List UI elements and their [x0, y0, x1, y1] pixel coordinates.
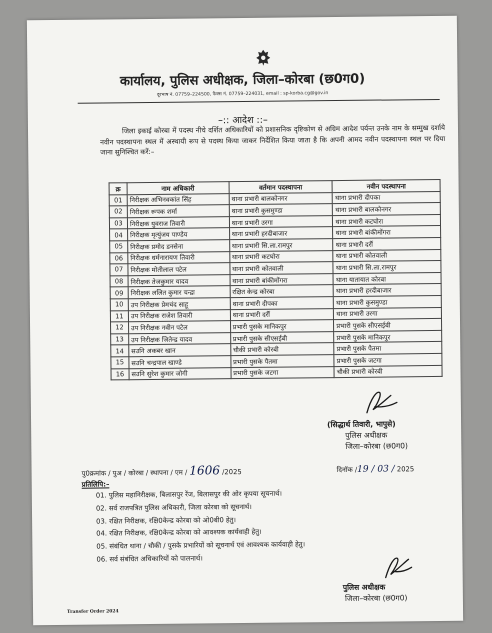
signer2-title: पुलिस अधीक्षक [342, 582, 386, 592]
table-row [111, 365, 442, 380]
new-posting-cell: थाना प्रभारी दीपका [333, 191, 441, 204]
new-posting-cell: थाना प्रभारी कोतवाली [333, 249, 441, 262]
current-posting-cell: थाना प्रभारी दीपका [230, 297, 334, 310]
signer-name: (सिद्धार्थ तिवारी, भापुसे) [327, 419, 396, 430]
serial-cell: 10 [110, 299, 128, 311]
officer-name-cell: निरीक्षक अभिनवकांत सिंह [127, 193, 229, 206]
serial-cell: 07 [110, 264, 128, 276]
date-label: दिनॉक / [336, 465, 358, 475]
police-emblem-icon [256, 50, 270, 66]
serial-cell: 05 [110, 241, 128, 253]
officer-name-cell: निरीक्षक रूपक शर्मा [127, 205, 229, 218]
current-posting-cell: थाना प्रभारी बालकोनगर [229, 192, 333, 205]
office-contact: दूरभाष नं. 07759–224500, फैक्स नं. 07759–224031, email : sp-korba.cg@gov.in [156, 91, 329, 98]
column-header-officer-name: नाम अधिकारी [127, 182, 229, 195]
reference-year: /2025 [222, 468, 242, 477]
reference-number [82, 463, 242, 479]
officer-name-cell: निरीक्षक मोतीलाल पटेल [128, 263, 230, 276]
reference-prefix: पु0क्रमांक / पुअ / कोरबा / स्थापना / एम / [81, 468, 188, 478]
new-posting-cell: प्रभारी पुसके सीएसईबी [334, 319, 442, 332]
header-divider [78, 99, 440, 104]
reference-handwritten-number: 1606 [189, 463, 220, 478]
current-posting-cell: थाना प्रभारी कोतवाली [230, 262, 334, 275]
current-posting-cell: थाना प्रभारी उरगा [229, 215, 333, 228]
new-posting-cell: थाना प्रभारी सि.ला.रामपुर [333, 261, 441, 274]
serial-cell: 15 [111, 357, 129, 369]
officer-name-cell: उप निरीक्षक जितेन्द्र यादव [129, 332, 231, 345]
serial-cell: 16 [111, 368, 129, 380]
date-year: 2025 [396, 465, 415, 474]
serial-cell: 01 [109, 194, 127, 206]
new-posting-cell: थाना प्रभारी कुसमुण्डा [334, 295, 442, 308]
serial-cell: 11 [110, 310, 128, 322]
current-posting-cell: प्रभारी पुसके पैतमा [231, 354, 335, 367]
officer-name-cell: निरीक्षक प्रमोद डनसेना [128, 240, 230, 253]
new-posting-cell: चौकी प्रभारी कोरबी [334, 365, 442, 378]
intro-paragraph: जिला इकाई कोरबा में पदस्थ नीचे दर्शित अधिकारियों को प्रशासनिक दृष्टिकोण से अग्रिम आदेश पर्यन्त उनके नाम के सम्मुख दर्शाये नवीन पदस्थापना स्थल में अस्थायी रूप से पदस्थ किया जाकर निर्देशित किया जाता है कि अपनी आमद नवीन पदस्थापना स्थल पर दिया जाना सुनिश्चित करें:– [100, 123, 446, 157]
serial-cell: 04 [110, 229, 128, 241]
serial-cell: 06 [110, 252, 128, 264]
new-posting-cell: प्रभारी पुसके मानिकपुर [334, 330, 442, 343]
current-posting-cell: प्रभारी पुसके जटगा [231, 366, 335, 379]
column-header-current-posting: वर्तमान पदस्थापना [229, 181, 333, 194]
list-item: 04. रक्षित निरीक्षक, रक्षि0केन्द्र कोरबा को आवश्यक कार्यवाही हेतु। [96, 528, 262, 538]
officer-name-cell: उप निरीक्षक राजेश तिवारी [128, 309, 230, 322]
new-posting-cell: थाना यातायात कोरबा [333, 272, 441, 285]
current-posting-cell: थाना प्रभारी दर्री [230, 308, 334, 321]
list-item: 02. सर्व राजपत्रित पुलिस अधिकारी, जिला कोरबा को सूचनार्थ। [95, 502, 252, 513]
serial-cell: 02 [109, 206, 127, 218]
order-intro [100, 123, 445, 158]
officer-name-cell: सउनि अकबर खान [129, 344, 231, 357]
officer-name-cell: निरीक्षक धर्मनारायण तिवारी [128, 251, 230, 264]
list-item: 03. रक्षित निरीक्षक, रक्षि0केन्द्र कोरबा को ओ0बी0 हेतु। [96, 515, 237, 526]
current-posting-cell: थाना प्रभारी कुसमुण्डा [229, 204, 333, 217]
copy-list [96, 487, 306, 566]
list-item: 06. सर्व संबंधित अधिकारियों को पालनार्थ। [96, 554, 203, 564]
officer-name-cell: निरीक्षक मृत्युंजय पाण्डेय [127, 228, 229, 241]
copy-label: प्रतिलिपि:– [81, 480, 110, 489]
current-posting-cell: प्रभारी पुसके सीएसईबी [230, 331, 334, 344]
current-posting-cell: चौकी प्रभारी कोरबी [230, 343, 334, 356]
list-item: 05. संबंधित थाना / चौकी / पुसके प्रभारियों को सूचनार्थ एवं आवश्यक कार्यवाही हेतु। [96, 540, 306, 551]
column-header-serial: क्र [109, 183, 127, 195]
list-item: 01. पुलिस महानिरीक्षक, बिलासपुर रेंज, बिलासपुर की ओर कृपया सूचनार्थ। [95, 489, 283, 500]
date-handwritten: 19 / 03 / [357, 464, 395, 475]
footer-label: Transfer Order 2024 [67, 609, 119, 615]
signer-district: जिला–कोरबा (छ0ग0) [345, 441, 408, 451]
order-title: –:: आदेश ::– [218, 114, 268, 127]
document-page [27, 16, 463, 625]
new-posting-cell: थाना प्रभारी कटघोरा [333, 214, 441, 227]
officer-name-cell: सउनि सुरेश कुमार जोगी [129, 367, 231, 380]
officer-name-cell: सउनि चन्द्रपाल खाण्डे [129, 356, 231, 369]
new-posting-cell: प्रभारी पुसके जटगा [334, 353, 442, 366]
current-posting-cell: रक्षित केन्द्र कोरबा [230, 285, 334, 298]
current-posting-cell: थाना प्रभारी कटघोरा [229, 250, 333, 263]
new-posting-cell: थाना प्रभारी हरदीबाजार [333, 284, 441, 297]
new-posting-cell: प्रभारी पुसके पैतमा [334, 342, 442, 355]
officer-name-cell: निरीक्षक युवराज तिवारी [127, 216, 229, 229]
serial-cell: 13 [111, 333, 129, 345]
column-header-new-posting: नवीन पदस्थापना [332, 179, 440, 192]
new-posting-cell: थाना प्रभारी बालकोनगर [333, 203, 441, 216]
signature-mark-2 [377, 550, 415, 580]
officer-name-cell: उप निरीक्षक नवीन पटेल [128, 321, 230, 334]
serial-cell: 08 [110, 275, 128, 287]
signer-title: पुलिस अधीक्षक [345, 430, 388, 440]
officer-name-cell: उप निरीक्षक प्रेमचंद साहू [128, 298, 230, 311]
signature-block-2 [343, 581, 408, 604]
officer-name-cell: निरीक्षक तेजकुमार यादव [128, 274, 230, 287]
officer-name-cell: निरीक्षक ललित कुमार चन्द्रा [128, 286, 230, 299]
new-posting-cell: थाना प्रभारी दर्री [333, 237, 441, 250]
signer2-district: जिला–कोरबा (छ0ग0) [344, 593, 408, 603]
new-posting-cell: थाना प्रभारी उरगा [334, 307, 442, 320]
serial-cell: 14 [111, 345, 129, 357]
signature-mark [361, 386, 401, 416]
office-title: कार्यालय, पुलिस अधीक्षक, जिला–कोरबा (छ0ग0) [119, 71, 366, 90]
serial-cell: 03 [109, 218, 127, 230]
current-posting-cell: थाना प्रभारी बांकीमोंगरा [230, 273, 334, 286]
current-posting-cell: थाना प्रभारी हरदीबाजार [229, 227, 333, 240]
transfer-table [109, 179, 443, 381]
new-posting-cell: थाना प्रभारी बांकीमोंगरा [333, 226, 441, 239]
signature-block [327, 418, 408, 452]
reference-date [337, 464, 415, 475]
serial-cell: 09 [110, 287, 128, 299]
serial-cell: 12 [111, 322, 129, 334]
current-posting-cell: प्रभारी पुसके मानिकपुर [230, 320, 334, 333]
current-posting-cell: थाना प्रभारी सि.ला.रामपुर [229, 239, 333, 252]
